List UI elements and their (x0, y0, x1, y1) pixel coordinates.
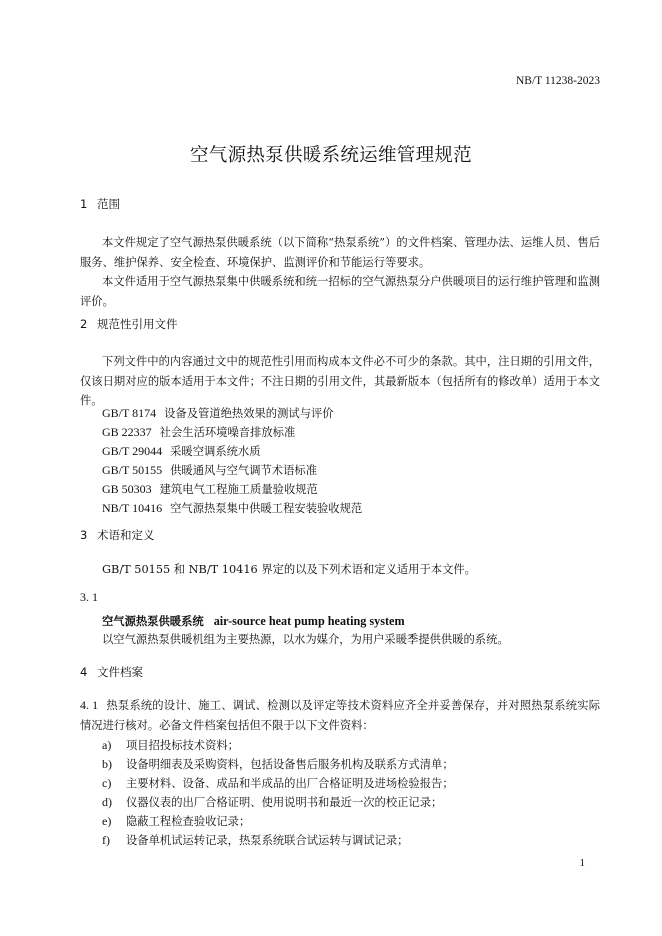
page-title: 空气源热泵供暖系统运维管理规范 (189, 145, 472, 166)
reference-name: 供暖通风与空气调节术语标准 (170, 464, 317, 477)
reference-item (102, 426, 295, 438)
list-item (102, 739, 239, 751)
list-text: 设备单机试运转记录，热泵系统联合试运转与调试记录； (126, 834, 409, 847)
list-item (102, 815, 250, 827)
section-title: 术语和定义 (97, 528, 155, 542)
section-title: 范围 (97, 197, 120, 211)
list-label: a) (102, 738, 112, 752)
section-2-heading (80, 319, 178, 331)
section-title: 规范性引用文件 (97, 317, 178, 331)
reference-code: GB/T 50155 (102, 463, 163, 477)
page-number: 1 (579, 857, 585, 869)
reference-item (102, 464, 317, 476)
term-entry (102, 615, 405, 627)
section-number: 2 (80, 317, 88, 331)
reference-code: NB/T 10416 (102, 501, 163, 515)
list-text: 主要材料、设备、成品和半成品的出厂合格证明及进场检验报告； (126, 777, 454, 790)
list-item (102, 758, 454, 770)
list-text: 设备明细表及采购资料，包括设备售后服务机构及联系方式清单； (126, 758, 454, 771)
list-text: 项目招投标技术资料； (126, 739, 239, 752)
list-label: f) (102, 833, 110, 847)
list-label: e) (102, 814, 112, 828)
section-4-heading (80, 667, 143, 679)
term-chinese: 空气源热泵供暖系统 (102, 615, 204, 628)
reference-name: 建筑电气工程施工质量验收规范 (159, 483, 318, 496)
section-2-intro (80, 352, 600, 411)
section-1-heading (80, 199, 120, 211)
section-1-body (80, 233, 600, 311)
clause-4-1 (80, 696, 600, 735)
clause-number: 3. 1 (80, 590, 98, 604)
list-text: 隐蔽工程检查验收记录； (126, 815, 251, 828)
section-title: 文件档案 (97, 665, 143, 679)
document-id: NB/T 11238-2023 (515, 75, 600, 87)
section-3-heading (80, 530, 155, 542)
reference-item (102, 502, 362, 514)
section-number: 1 (80, 197, 88, 211)
term-definition: 以空气源热泵供暖机组为主要热源，以水为媒介，为用户采暖季提供供暖的系统。 (102, 633, 509, 646)
reference-item (102, 483, 318, 495)
reference-item (102, 407, 334, 419)
clause-text: 热泵系统的设计、施工、调试、检测以及评定等技术资料应齐全并妥善保存，并对照热泵系统实际情况进行核对。必备文件档案包括但不限于以下文件资料： (80, 699, 600, 732)
section-3-intro: GB/T 50155 和 NB/T 10416 界定的以及下列术语和定义适用于本文件。 (102, 563, 476, 576)
paragraph: 本文件适用于空气源热泵集中供暖系统和统一招标的空气源热泵分户供暖项目的运行维护管理和监测评价。 (80, 275, 600, 308)
reference-code: GB 22337 (102, 425, 152, 439)
list-item (102, 796, 442, 808)
reference-code: GB 50303 (102, 482, 152, 496)
paragraph: 下列文件中的内容通过文中的规范性引用而构成本文件必不可少的条款。其中，注日期的引用文件，仅该日期对应的版本适用于本文件；不注日期的引用文件，其最新版本（包括所有的修改单）适用于本文件。 (80, 355, 600, 407)
reference-code: GB/T 29044 (102, 444, 163, 458)
list-label: b) (102, 757, 112, 771)
list-text: 仪器仪表的出厂合格证明、使用说明书和最近一次的校正记录； (126, 796, 443, 809)
reference-name: 社会生活环境噪音排放标准 (159, 426, 296, 439)
term-english: air-source heat pump heating system (213, 614, 405, 628)
reference-name: 设备及管道绝热效果的测试与评价 (164, 407, 334, 420)
clause-number: 4. 1 (80, 698, 99, 712)
reference-name: 空气源热泵集中供暖工程安装验收规范 (170, 502, 363, 515)
list-item (102, 777, 454, 789)
list-label: c) (102, 776, 112, 790)
reference-code: GB/T 8174 (102, 406, 157, 420)
section-number: 4 (80, 665, 88, 679)
paragraph: 本文件规定了空气源热泵供暖系统（以下简称“热泵系统”）的文件档案、管理办法、运维人员、售后服务、维护保养、安全检查、环境保护、监测评价和节能运行等要求。 (80, 236, 600, 269)
list-item (102, 834, 408, 846)
reference-item (102, 445, 261, 457)
section-number: 3 (80, 528, 88, 542)
list-label: d) (102, 795, 112, 809)
reference-name: 采暖空调系统水质 (170, 445, 261, 458)
